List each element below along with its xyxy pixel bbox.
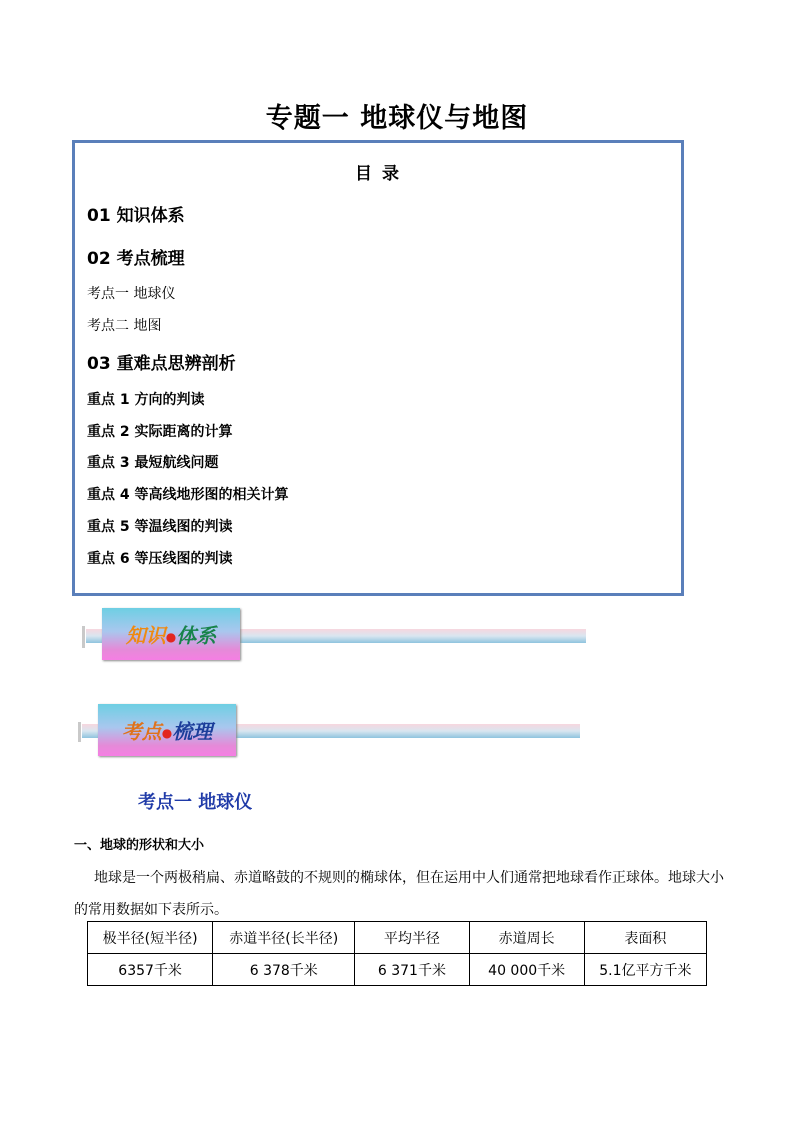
- table-header-cell: 表面积: [584, 922, 706, 954]
- table-header-cell: 赤道周长: [469, 922, 584, 954]
- banner-text-sorting: 梳理: [172, 719, 213, 744]
- banner-text-system: 体系: [176, 623, 217, 648]
- document-title: 专题一 地球仪与地图: [265, 103, 529, 134]
- table-header-cell: 极半径(短半径): [88, 922, 213, 954]
- toc-item-exam-points: 02 考点梳理: [87, 249, 185, 269]
- toc-heading: 目 录: [355, 164, 401, 184]
- table-cell: 6357千米: [88, 954, 213, 986]
- toc-item-key-6: 重点 6 等压线图的判读: [87, 551, 233, 567]
- toc-item-key-4: 重点 4 等高线地形图的相关计算: [87, 487, 289, 503]
- toc-item-key-3: 重点 3 最短航线问题: [87, 455, 219, 471]
- table-cell: 5.1亿平方千米: [584, 954, 706, 986]
- toc-item-globe: 考点一 地球仪: [87, 286, 176, 302]
- toc-item-key-difficult: 03 重难点思辨剖析: [87, 354, 236, 374]
- table-header-row: [88, 922, 707, 954]
- banner-dot: ●: [161, 726, 173, 740]
- table-header-cell: 平均半径: [355, 922, 469, 954]
- table-cell: 40 000千米: [469, 954, 584, 986]
- table-cell: 6 371千米: [355, 954, 469, 986]
- exam-points-banner: [78, 702, 582, 756]
- earth-size-table: [87, 921, 707, 986]
- exam-points-badge: [98, 704, 236, 756]
- table-cell: 6 378千米: [213, 954, 355, 986]
- exam-point-title: 考点一 地球仪: [138, 792, 253, 813]
- toc-item-map: 考点二 地图: [87, 318, 162, 334]
- toc-item-key-1: 重点 1 方向的判读: [87, 392, 205, 408]
- table-header-cell: 赤道半径(长半径): [213, 922, 355, 954]
- table-row: [88, 954, 707, 986]
- toc-item-knowledge-system: 01 知识体系: [87, 206, 185, 226]
- toc-item-key-2: 重点 2 实际距离的计算: [87, 424, 233, 440]
- body-paragraph: 地球是一个两极稍扁、赤道略鼓的不规则的椭球体，但在运用中人们通常把地球看作正球体。地球大小的常用数据如下表所示。: [74, 870, 724, 918]
- banner-text-exam: 考点: [121, 719, 162, 744]
- banner-dot: ●: [165, 630, 177, 644]
- knowledge-system-banner: [82, 606, 588, 662]
- banner-text-knowledge: 知识: [125, 623, 166, 648]
- table-of-contents: [72, 140, 684, 596]
- knowledge-system-badge: [102, 608, 240, 660]
- toc-item-key-5: 重点 5 等温线图的判读: [87, 519, 233, 535]
- subsection-title: 一、地球的形状和大小: [74, 838, 205, 853]
